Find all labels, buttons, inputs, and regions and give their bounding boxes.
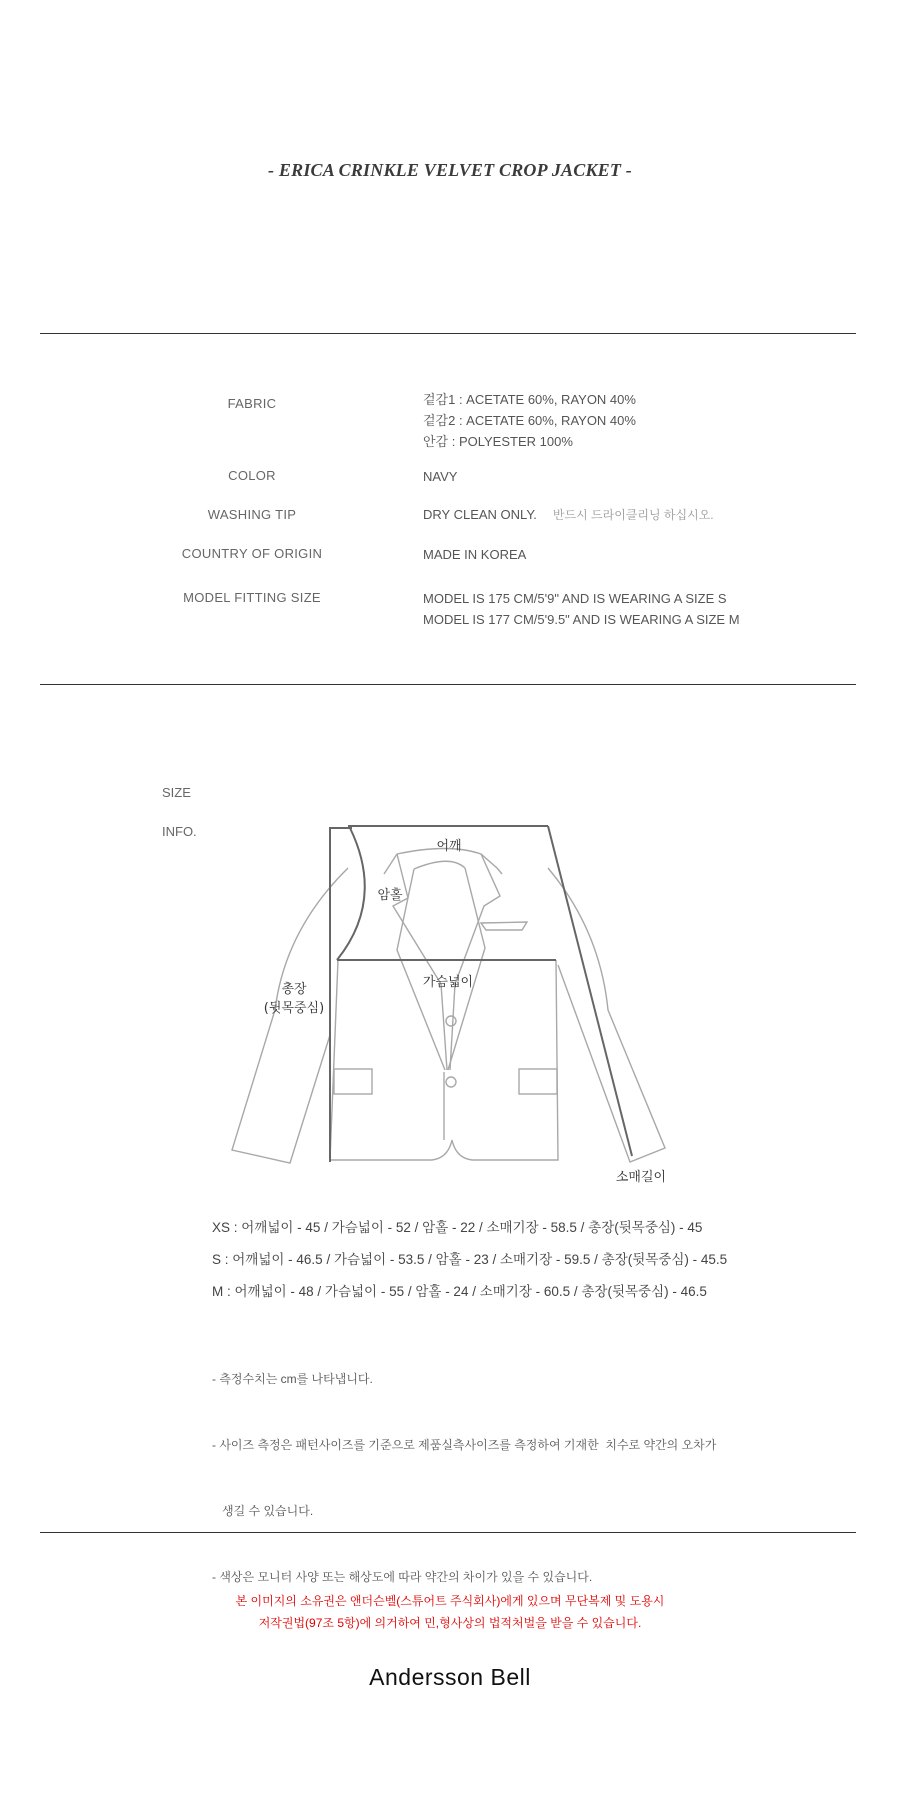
origin-label: COUNTRY OF ORIGIN — [181, 546, 323, 561]
product-title: - ERICA CRINKLE VELVET CROP JACKET - — [268, 160, 632, 180]
washing-tip-text: DRY CLEAN ONLY. — [423, 507, 537, 522]
divider-middle — [40, 684, 856, 685]
fabric-label: FABRIC — [227, 396, 277, 411]
chest-label: 가슴넓이 — [422, 975, 474, 990]
fabric-value — [423, 389, 636, 452]
washing-tip-note: 반드시 드라이클리닝 하십시오. — [552, 508, 714, 522]
brand-logo: Andersson Bell — [369, 1664, 531, 1690]
model-fitting-value — [423, 588, 740, 630]
size-notes — [212, 1324, 716, 1610]
copyright-notice — [0, 1590, 900, 1634]
size-row-m: M : 어깨넓이 - 48 / 가슴넓이 - 55 / 암홀 - 24 / 소매기장 - 60.5 / 총장(뒷목중심) - 46.5 — [212, 1284, 707, 1299]
size-info-label: SIZE — [162, 785, 191, 800]
divider-bottom — [40, 1532, 856, 1533]
length-label-2: (뒷목중심) — [263, 1001, 325, 1016]
jacket-diagram — [0, 770, 900, 1200]
origin-value: MADE IN KOREA — [423, 547, 527, 562]
fabric-line: 안감 : POLYESTER 100% — [423, 434, 573, 449]
size-row-s: S : 어깨넓이 - 46.5 / 가슴넓이 - 53.5 / 암홀 - 23 / 소매기장 - 59.5 / 총장(뒷목중심) - 45.5 — [212, 1252, 728, 1267]
size-row-xs: XS : 어깨넓이 - 45 / 가슴넓이 - 52 / 암홀 - 22 / 소매기장 - 58.5 / 총장(뒷목중심) - 45 — [212, 1220, 703, 1235]
note-line: - 색상은 모니터 사양 또는 해상도에 따라 약간의 차이가 있을 수 있습니다. — [212, 1570, 593, 1584]
color-label: COLOR — [228, 468, 276, 483]
measure-labels — [264, 838, 666, 1185]
model-fitting-label: MODEL FITTING SIZE — [183, 590, 321, 605]
model-line: MODEL IS 175 CM/5'9" AND IS WEARING A SIZE S — [423, 591, 727, 606]
size-info-label-2: INFO. — [162, 824, 197, 839]
washing-tip-value — [423, 504, 714, 526]
fabric-line: 겉감1 : ACETATE 60%, RAYON 40% — [423, 392, 636, 407]
model-line: MODEL IS 177 CM/5'9.5" AND IS WEARING A SIZE M — [423, 612, 740, 627]
length-label: 총장 — [281, 982, 307, 997]
note-line: 생길 수 있습니다. — [212, 1504, 314, 1518]
divider-top — [40, 333, 856, 334]
sleeve-label: 소매길이 — [615, 1170, 667, 1185]
armhole-label: 암홀 — [377, 888, 403, 903]
shoulder-label: 어깨 — [436, 839, 462, 854]
copyright-line-2: 저작권법(97조 5항)에 의거하여 민,형사상의 법적처벌을 받을 수 있습니다. — [258, 1616, 642, 1630]
copyright-line-1: 본 이미지의 소유권은 앤더슨벨(스튜어트 주식회사)에게 있으며 무단복제 및 도용시 — [235, 1594, 665, 1608]
note-line: - 측정수치는 cm를 나타냅니다. — [212, 1372, 373, 1386]
washing-tip-label: WASHING TIP — [207, 507, 297, 522]
note-line: - 사이즈 측정은 패턴사이즈를 기준으로 제품실측사이즈를 측정하여 기재한 치수로 약간의 오차가 — [212, 1438, 717, 1452]
fabric-line: 겉감2 : ACETATE 60%, RAYON 40% — [423, 413, 636, 428]
measure-lines — [330, 826, 632, 1162]
color-value: NAVY — [423, 469, 458, 484]
